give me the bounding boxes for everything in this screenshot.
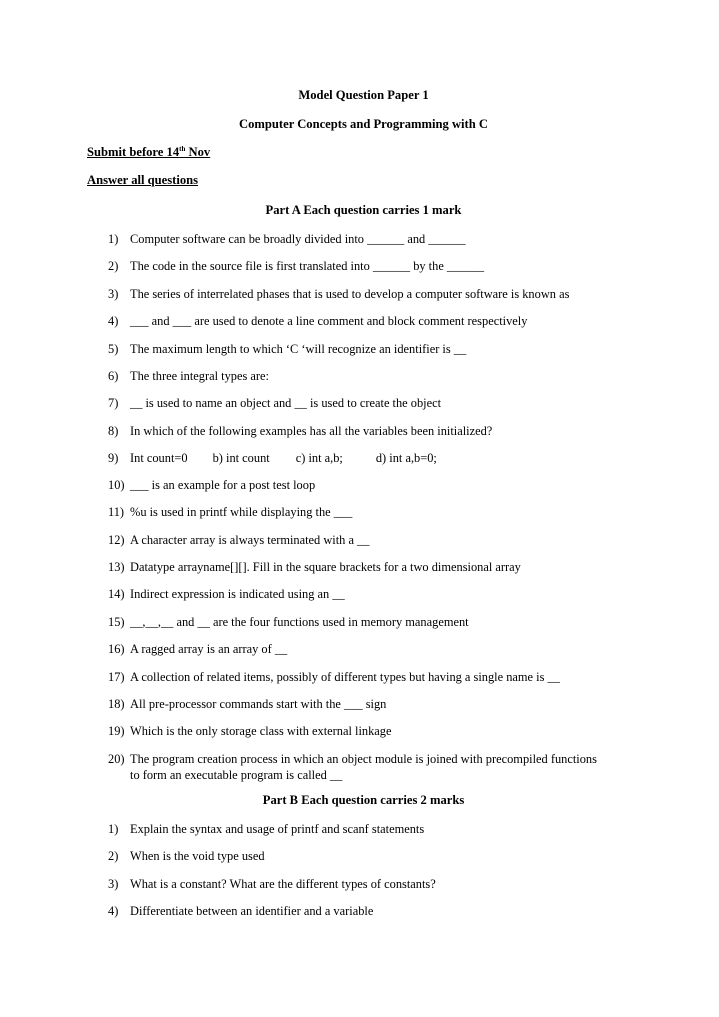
question-number: 16)	[108, 642, 125, 656]
question-text: All pre-processor commands start with the ___ sign	[130, 697, 387, 711]
part-a-question	[108, 504, 648, 520]
question-text: ___ and ___ are used to denote a line comment and block comment respectively	[130, 314, 528, 328]
question-number: 17)	[108, 670, 125, 684]
question-number: 3)	[108, 877, 119, 891]
question-text: Datatype arrayname[][]. Fill in the square brackets for a two dimensional array	[130, 560, 521, 574]
question-number: 4)	[108, 904, 119, 918]
question-number: 1)	[108, 822, 119, 836]
part-b-question	[108, 848, 648, 864]
submit-suffix: Nov	[185, 145, 211, 159]
submit-deadline	[87, 145, 210, 160]
question-text: A character array is always terminated with a __	[130, 533, 370, 547]
part-a-question	[108, 341, 648, 357]
question-text: Which is the only storage class with external linkage	[130, 724, 392, 738]
question-text: Differentiate between an identifier and a variable	[130, 904, 374, 918]
option-a: Int count=0	[130, 451, 188, 465]
part-b-heading: Part B Each question carries 2 marks	[262, 793, 465, 807]
part-a-question	[108, 641, 648, 657]
part-a-question	[108, 586, 648, 602]
submit-superscript: th	[179, 145, 186, 153]
question-number: 19)	[108, 724, 125, 738]
question-number: 1)	[108, 232, 119, 246]
question-number: 20)	[108, 752, 125, 766]
question-text-line-2: to form an executable program is called __	[130, 768, 343, 782]
question-text: The series of interrelated phases that is used to develop a computer software is known as	[130, 287, 570, 301]
question-options	[130, 450, 437, 466]
part-a-question	[108, 532, 648, 548]
question-text: The maximum length to which ‘C ‘will recognize an identifier is __	[130, 342, 467, 356]
question-text: What is a constant? What are the different types of constants?	[130, 877, 436, 891]
part-a-question	[108, 669, 648, 685]
question-text: Indirect expression is indicated using an __	[130, 587, 345, 601]
question-number: 14)	[108, 587, 125, 601]
part-a-question	[108, 258, 648, 274]
part-a-question	[108, 286, 648, 302]
question-number: 3)	[108, 287, 119, 301]
part-a-question	[108, 450, 648, 466]
answer-all-instruction: Answer all questions	[87, 173, 199, 187]
part-a-question	[108, 313, 648, 329]
question-number: 10)	[108, 478, 125, 492]
part-a-question	[108, 231, 648, 247]
question-text: A ragged array is an array of __	[130, 642, 288, 656]
part-b-question	[108, 821, 648, 837]
option-c: c) int a,b;	[295, 451, 343, 465]
question-text: Explain the syntax and usage of printf and scanf statements	[130, 822, 425, 836]
question-number: 2)	[108, 849, 119, 863]
paper-subtitle: Computer Concepts and Programming with C	[239, 117, 488, 131]
question-text: In which of the following examples has all the variables been initialized?	[130, 424, 493, 438]
question-number: 11)	[108, 505, 125, 519]
part-a-question	[108, 395, 648, 411]
part-a-question	[108, 723, 648, 739]
part-a-question	[108, 559, 648, 575]
question-number: 8)	[108, 424, 119, 438]
part-b-question	[108, 876, 648, 892]
part-a-question	[108, 614, 648, 630]
part-a-question	[108, 368, 648, 384]
question-number: 7)	[108, 396, 119, 410]
question-text: ___ is an example for a post test loop	[130, 478, 316, 492]
question-number: 6)	[108, 369, 119, 383]
part-a-question-continuation	[108, 767, 648, 783]
question-number: 5)	[108, 342, 119, 356]
question-number: 15)	[108, 615, 125, 629]
question-text: __ is used to name an object and __ is used to create the object	[130, 396, 442, 410]
part-a-question	[108, 423, 648, 439]
submit-prefix: Submit before 14	[87, 145, 180, 159]
question-text: %u is used in printf while displaying the ___	[130, 505, 353, 519]
part-a-question	[108, 751, 648, 767]
option-d: d) int a,b=0;	[375, 451, 437, 465]
option-b: b) int count	[212, 451, 270, 465]
question-text: Computer software can be broadly divided into ______ and ______	[130, 232, 466, 246]
question-text: __,__,__ and __ are the four functions used in memory management	[130, 615, 469, 629]
part-a-heading: Part A Each question carries 1 mark	[265, 203, 462, 217]
question-number: 4)	[108, 314, 119, 328]
question-number: 18)	[108, 697, 125, 711]
question-number: 13)	[108, 560, 125, 574]
part-b-question	[108, 903, 648, 919]
question-number: 12)	[108, 533, 125, 547]
question-text-line-1: The program creation process in which an object module is joined with precompiled functions	[130, 752, 597, 766]
question-text: The three integral types are:	[130, 369, 269, 383]
question-text: The code in the source file is first translated into ______ by the ______	[130, 259, 485, 273]
part-a-question	[108, 696, 648, 712]
question-number: 2)	[108, 259, 119, 273]
paper-title: Model Question Paper 1	[298, 88, 429, 102]
part-a-question	[108, 477, 648, 493]
question-text: When is the void type used	[130, 849, 265, 863]
question-number: 9)	[108, 451, 119, 465]
question-text: A collection of related items, possibly of different types but having a single name is __	[130, 670, 560, 684]
